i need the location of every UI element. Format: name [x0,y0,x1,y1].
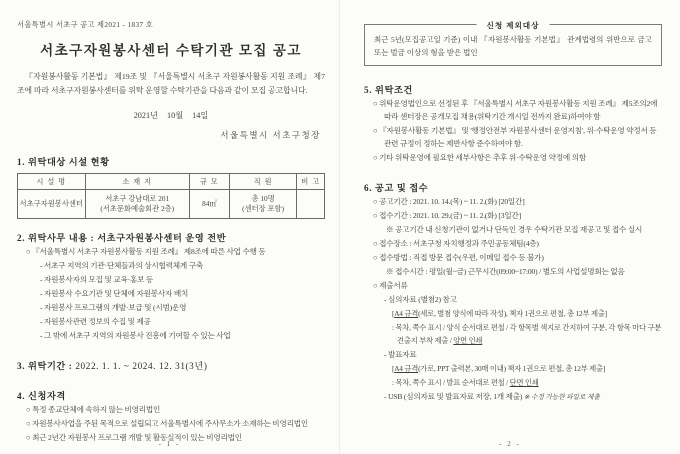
page-1-footer: - 1 - [158,440,181,448]
section-2-item: - 서초구 지역의 기관·단체들과의 상시협력체계 구축 [40,261,203,270]
section-2-item: - 자원봉사 수요기관 및 단체에 자원봉사자 배치 [40,289,189,298]
section-5-item: ○ 위탁운영법인으로 선정된 후 『서울특별시 서초구 자원봉사활동 지원 조례』 제5조의2에 따라 센터장은 공개모집 채용(위탁기간 개시일 전까지 완료)하여야 함 [373,99,658,121]
present-doc-detail [364,376,664,389]
table-row [18,190,325,219]
col-address: 소 재 지 [85,174,189,190]
section-6-heading: 6. 공고 및 접수 [364,183,429,193]
section-2-item: - 자원봉사 프로그램의 개발·보급 및 (시범)운영 [40,303,187,312]
hours-note-line: ※ 접수시간 : 평일(월~금) 근무시간(09:00~17:00) / 별도의 사업설명회는 없음 [386,267,625,276]
exclusion-box-title: 신청 제외대상 [477,20,550,31]
page-2-footer: - 2 - [499,440,521,448]
spec-prefix: [ [392,364,395,373]
section-4-heading: 4. 신청자격 [17,391,66,401]
exclusion-box [364,21,662,66]
col-note: 비 고 [297,174,325,190]
usb-line [364,390,664,404]
section-5-item: ○ 『자원봉사활동 기본법』 및 '행정안전부 자원봉사센터 운영지침', 위·수탁운영 약정서 등 관련 규정이 정하는 제반사항 준수하여야 함. [373,126,657,148]
page-title: 서초구자원봉사센터 수탁기관 모집 공고 [40,43,302,58]
detail-underlined: 단면 인쇄 [509,378,539,387]
detail-text: : 목차, 쪽수 표시 / 발표 순서대로 편철 / [392,378,510,387]
spec-rest: (가로, PPT 출력본, 30매 이내) 책자 1권으로 편철, 총 12부 제출] [418,364,606,373]
section-2-item: - 자원봉사관련 정보의 수집 및 제공 [40,317,151,326]
review-doc-detail [364,321,664,347]
staff-line-1: 총 10명 [251,194,275,203]
method-line: ○ 접수방법 : 직접 방문 접수(우편, 이메일 접수 등 불가) [373,253,544,262]
section-2-heading [17,230,325,244]
col-facility-name: 시 설 명 [18,174,86,190]
review-doc-title: - 심의자료 (별첨2) 참고 [384,295,457,304]
section-2-item: - 그 밖에 서초구 지역의 자원봉사 진흥에 기여할 수 있는 사업 [40,331,231,340]
note-cell [297,190,325,219]
col-size: 규 모 [189,174,229,190]
spec-underlined: A4 규격 [394,364,419,373]
section-3-value: 2022. 1. 1. ~ 2024. 12. 31(3년) [75,361,208,371]
section-4-item: ○ 자원봉사사업을 주된 목적으로 설립되고 서울특별시에 주사무소가 소재하는 비영리법인 [26,419,308,428]
detail-text: : 목차, 쪽수 표시 / 양식 순서대로 편철 / 각 항목별 색지로 간지하여 구분, 각 항목 마다 구분 견출지 부착 제출 / [392,323,662,345]
facility-name-cell: 서초구자원봉사센터 [18,190,86,219]
facility-table [17,173,325,219]
section-1-heading: 1. 위탁대상 시설 현황 [17,157,110,167]
staff-cell [229,190,297,219]
place-line: ○ 접수장소 : 서초구청 자치행정과 주민공동체팀(4층) [373,239,539,248]
address-line-2: (서초문화예술회관 2층) [100,204,175,213]
usb-note: ※ 수정 가능한 파일로 제출 [523,394,600,401]
spec-rest: (세로, 별첨 양식에 따라 작성), 책자 1권으로 편철, 총 12부 제출] [418,309,607,318]
present-doc-spec [364,362,664,375]
announce-date: 2021년 10월 14일 [133,111,209,120]
section-2-bullet: ○ 『서울특별시 서초구 자원봉사활동 지원 조례』 제8조에 따른 사업 수행 등 [26,247,266,256]
address-line-1: 서초구 강남대로 201 [105,194,170,203]
docs-label-line: ○ 제출서류 [373,281,408,290]
present-doc-title: - 발표자료 [384,350,417,359]
signer: 서울특별시 서초구청장 [220,131,321,140]
staff-line-2: (센터장 포함) [242,204,285,213]
review-doc-spec [364,307,664,320]
section-3-heading [17,358,325,372]
table-header-row [18,174,325,190]
col-staff: 직 원 [229,174,297,190]
doc-number: 서울특별시 서초구 공고 제2021 - 1837 호 [17,21,154,29]
address-cell [85,190,189,219]
section-2-item: - 자원봉사자의 모집 및 교육·홍보 등 [40,275,154,284]
section-5-heading: 5. 위탁조건 [364,85,413,95]
size-cell: 84㎡ [189,190,229,219]
section-2-label: 2. 위탁사무 내용 : [17,233,95,243]
section-4-item: ○ 최근 2년간 자원봉사 프로그램 개발 및 활동실적이 있는 비영리법인 [26,433,242,442]
section-3-label: 3. 위탁기간 : [17,361,73,371]
exclusion-box-body: 최근 5년(모집공고일 기준) 이내 『자원봉사활동 기본법』 관계법령의 위반으로 금고 또는 벌금 이상의 형을 받은 법인 [374,35,652,57]
apply-period-line: ○ 접수기간 : 2021. 10. 29.(금) ~ 11. 2.(화) [3일간] [373,211,521,220]
notice-period-line: ○ 공고기간 : 2021. 10. 14.(목) ~ 11. 2.(화) [20일간] [373,197,525,206]
spec-prefix: [ [392,309,395,318]
detail-underlined: 양면 인쇄 [453,336,483,345]
page-2 [340,0,680,454]
usb-text: - USB (심의자료 및 발표자료 저장, 1개 제출) [384,392,524,401]
section-2-value: 서초구자원봉사센터 운영 전반 [97,233,227,243]
section-5-item: ○ 기타 위탁운영에 필요한 세부사항은 추후 위·수탁운영 약정에 의함 [373,153,586,162]
spec-underlined: A4 규격 [394,309,419,318]
intro-paragraph: 『자원봉사활동 기본법』 제19조 및 『서울특별시 서초구 자원봉사활동 지원 조례』 제7조에 따라 서초구자원봉사센터를 위탁 운영할 수탁기관을 다음과 같이 모집 공고합니다. [17,72,325,95]
section-4-item: ○ 특정 종교단체에 속하지 않는 비영리법인 [26,405,161,414]
repost-note-line: ※ 공고기간 내 신청기관이 없거나 단독인 경우 수탁기관 모집 재공고 및 접수 실시 [386,225,643,234]
